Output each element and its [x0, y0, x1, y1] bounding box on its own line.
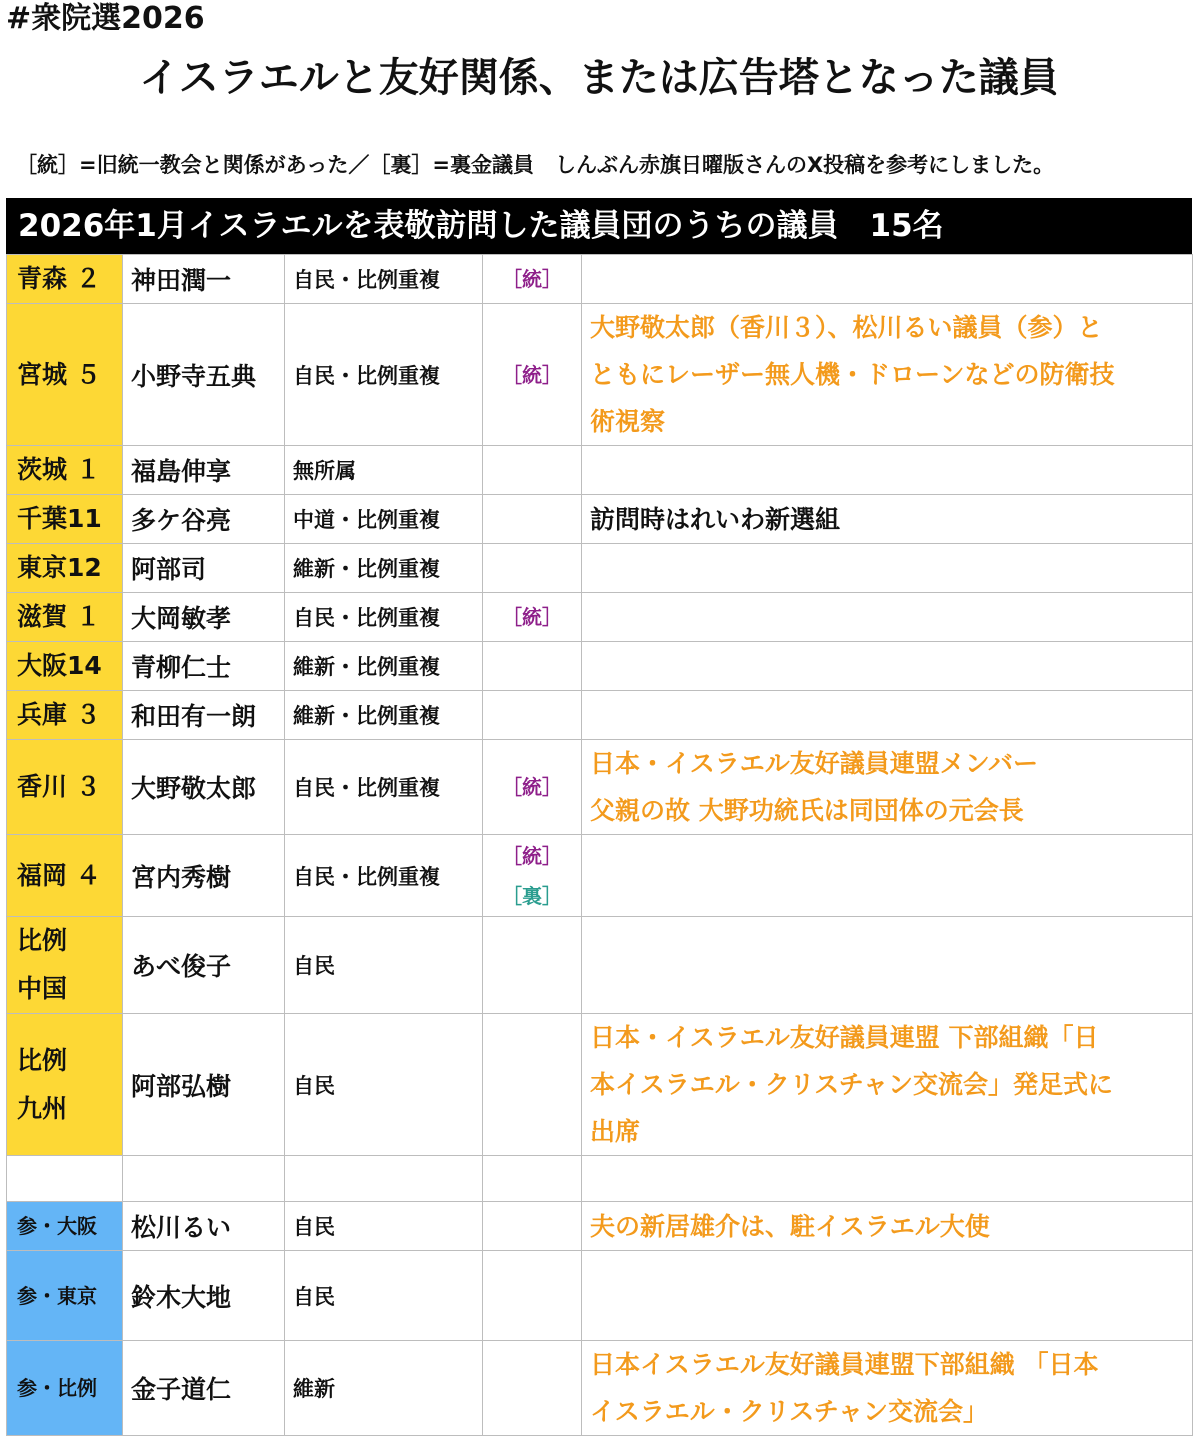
district-cell — [7, 1156, 123, 1202]
tag-touitsu: ［統］ — [502, 362, 562, 387]
table-row — [7, 1156, 1193, 1202]
remark-cell — [582, 691, 1193, 740]
table-row — [7, 917, 1193, 1014]
table-row — [7, 446, 1193, 495]
district-cell — [7, 255, 123, 304]
member-name: 多ケ谷亮 — [123, 495, 285, 544]
member-party: 自民 — [285, 1251, 483, 1341]
district-label: 滋賀 １ — [17, 602, 101, 631]
table-row — [7, 255, 1193, 304]
remark-cell — [582, 1202, 1193, 1251]
district-cell — [7, 446, 123, 495]
tag-touitsu: ［統］ — [502, 267, 562, 291]
tag-ura: ［裏］ — [502, 883, 562, 908]
member-name: 福島伸享 — [123, 446, 285, 495]
district-cell — [7, 1251, 123, 1341]
tag-cell — [483, 544, 582, 593]
tag-cell — [483, 917, 582, 1014]
member-party: 自民・比例重複 — [285, 835, 483, 917]
district-cell — [7, 495, 123, 544]
district-cell — [7, 1341, 123, 1436]
tag-cell — [483, 255, 582, 304]
remark-cell — [582, 1251, 1193, 1341]
district-cell — [7, 835, 123, 917]
district-label: 九州 — [17, 1093, 68, 1123]
table-row — [7, 1014, 1193, 1156]
member-party: 自民・比例重複 — [285, 304, 483, 446]
member-name: 金子道仁 — [123, 1341, 285, 1436]
tag-cell — [483, 835, 582, 917]
member-name: 鈴木大地 — [123, 1251, 285, 1341]
district-label: 大阪14 — [17, 651, 102, 680]
tag-cell — [483, 495, 582, 544]
tag-touitsu: ［統］ — [502, 605, 562, 629]
table-row — [7, 740, 1193, 835]
district-cell — [7, 1014, 123, 1156]
table-row — [7, 642, 1193, 691]
district-cell — [7, 917, 123, 1014]
member-name — [123, 1156, 285, 1202]
district-label: 比例 — [17, 1045, 68, 1075]
district-cell — [7, 740, 123, 835]
remark-cell — [582, 835, 1193, 917]
tag-touitsu: ［統］ — [502, 843, 562, 868]
remark-cell — [582, 446, 1193, 495]
district-label: 青森 ２ — [17, 264, 101, 293]
tag-cell — [483, 691, 582, 740]
remark-line: イスラエル・クリスチャン交流会」 — [590, 1397, 989, 1426]
member-party: 自民・比例重複 — [285, 740, 483, 835]
remark-cell — [582, 593, 1193, 642]
member-name: 神田潤一 — [123, 255, 285, 304]
district-cell — [7, 304, 123, 446]
district-label: 福岡 ４ — [17, 860, 101, 890]
member-name: 宮内秀樹 — [123, 835, 285, 917]
district-cell — [7, 691, 123, 740]
district-label: 宮城 ５ — [17, 359, 101, 389]
table-row — [7, 495, 1193, 544]
remark-line: 日本・イスラエル友好議員連盟 下部組織「日 — [590, 1023, 1099, 1052]
remark-line: 父親の故 大野功統氏は同団体の元会長 — [590, 796, 1024, 825]
tag-cell — [483, 593, 582, 642]
member-party: 自民・比例重複 — [285, 255, 483, 304]
table-row — [7, 1251, 1193, 1341]
tag-cell — [483, 1341, 582, 1436]
member-party: 維新 — [285, 1341, 483, 1436]
member-party: 維新・比例重複 — [285, 642, 483, 691]
tag-cell — [483, 740, 582, 835]
district-cell — [7, 544, 123, 593]
district-label: 兵庫 ３ — [17, 700, 101, 729]
tag-cell — [483, 1156, 582, 1202]
member-party: 中道・比例重複 — [285, 495, 483, 544]
remark-line: 日本・イスラエル友好議員連盟メンバー — [590, 749, 1039, 778]
table-row — [7, 691, 1193, 740]
district-label: 香川 ３ — [17, 772, 101, 801]
remark-line: 本イスラエル・クリスチャン交流会」発足式に — [590, 1070, 1114, 1099]
tag-cell — [483, 446, 582, 495]
section-banner: 2026年1月イスラエルを表敬訪問した議員団のうちの議員 15名 — [6, 198, 1192, 254]
table-row — [7, 1341, 1193, 1436]
member-table — [6, 254, 1193, 1436]
table-row — [7, 544, 1193, 593]
remark-line: 日本イスラエル友好議員連盟下部組織 「日本 — [590, 1350, 1099, 1379]
member-party: 無所属 — [285, 446, 483, 495]
member-party: 自民・比例重複 — [285, 593, 483, 642]
tag-cell — [483, 304, 582, 446]
member-name: 小野寺五典 — [123, 304, 285, 446]
remark-cell — [582, 917, 1193, 1014]
member-table-body — [7, 255, 1193, 1436]
member-party: 自民 — [285, 917, 483, 1014]
member-party: 自民 — [285, 1014, 483, 1156]
district-cell — [7, 1202, 123, 1251]
remark-cell — [582, 1341, 1193, 1436]
page-title: イスラエルと友好関係、または広告塔となった議員 — [139, 55, 1059, 101]
remark-line: 出席 — [590, 1117, 641, 1146]
remark-line: 訪問時はれいわ新選組 — [590, 504, 841, 534]
member-name: 阿部司 — [123, 544, 285, 593]
district-label: 参・東京 — [17, 1283, 97, 1308]
member-party: 維新・比例重複 — [285, 691, 483, 740]
district-label: 千葉11 — [17, 504, 102, 533]
remark-cell — [582, 495, 1193, 544]
hashtag: #衆院選2026 — [6, 1, 205, 36]
member-table-wrap — [6, 254, 1192, 1436]
member-name: 和田有一朗 — [123, 691, 285, 740]
remark-line: 大野敬太郎（香川３）、松川るい議員（参）と — [590, 313, 1103, 342]
member-name: 松川るい — [123, 1202, 285, 1251]
member-name: 阿部弘樹 — [123, 1014, 285, 1156]
tag-touitsu: ［統］ — [502, 775, 562, 799]
remark-cell — [582, 1014, 1193, 1156]
legend-note: ［統］=旧統一教会と関係があった／［裏］=裏金議員 しんぶん赤旗日曜版さんのX投稿を参考にしました。 — [16, 153, 1055, 177]
remark-line: ともにレーザー無人機・ドローンなどの防衛技 — [590, 360, 1115, 389]
district-label: 比例 — [17, 926, 68, 955]
district-cell — [7, 593, 123, 642]
tag-cell — [483, 1202, 582, 1251]
remark-line: 夫の新居雄介は、駐イスラエル大使 — [590, 1211, 990, 1241]
table-row — [7, 835, 1193, 917]
member-name: 青柳仁士 — [123, 642, 285, 691]
member-name: 大岡敏孝 — [123, 593, 285, 642]
tag-cell — [483, 642, 582, 691]
remark-cell — [582, 304, 1193, 446]
district-label: 参・大阪 — [17, 1214, 97, 1238]
tag-cell — [483, 1251, 582, 1341]
remark-cell — [582, 740, 1193, 835]
member-party: 自民 — [285, 1202, 483, 1251]
remark-cell — [582, 544, 1193, 593]
remark-line: 術視察 — [590, 407, 666, 436]
member-name: 大野敬太郎 — [123, 740, 285, 835]
district-label: 参・比例 — [17, 1376, 97, 1400]
table-row — [7, 304, 1193, 446]
table-row — [7, 593, 1193, 642]
remark-cell — [582, 255, 1193, 304]
district-label: 茨城 １ — [17, 455, 101, 484]
member-party: 維新・比例重複 — [285, 544, 483, 593]
district-label: 中国 — [17, 974, 68, 1003]
member-name: あべ俊子 — [123, 917, 285, 1014]
member-party — [285, 1156, 483, 1202]
district-cell — [7, 642, 123, 691]
district-label: 東京12 — [17, 553, 102, 582]
remark-cell — [582, 1156, 1193, 1202]
table-row — [7, 1202, 1193, 1251]
remark-cell — [582, 642, 1193, 691]
tag-cell — [483, 1014, 582, 1156]
